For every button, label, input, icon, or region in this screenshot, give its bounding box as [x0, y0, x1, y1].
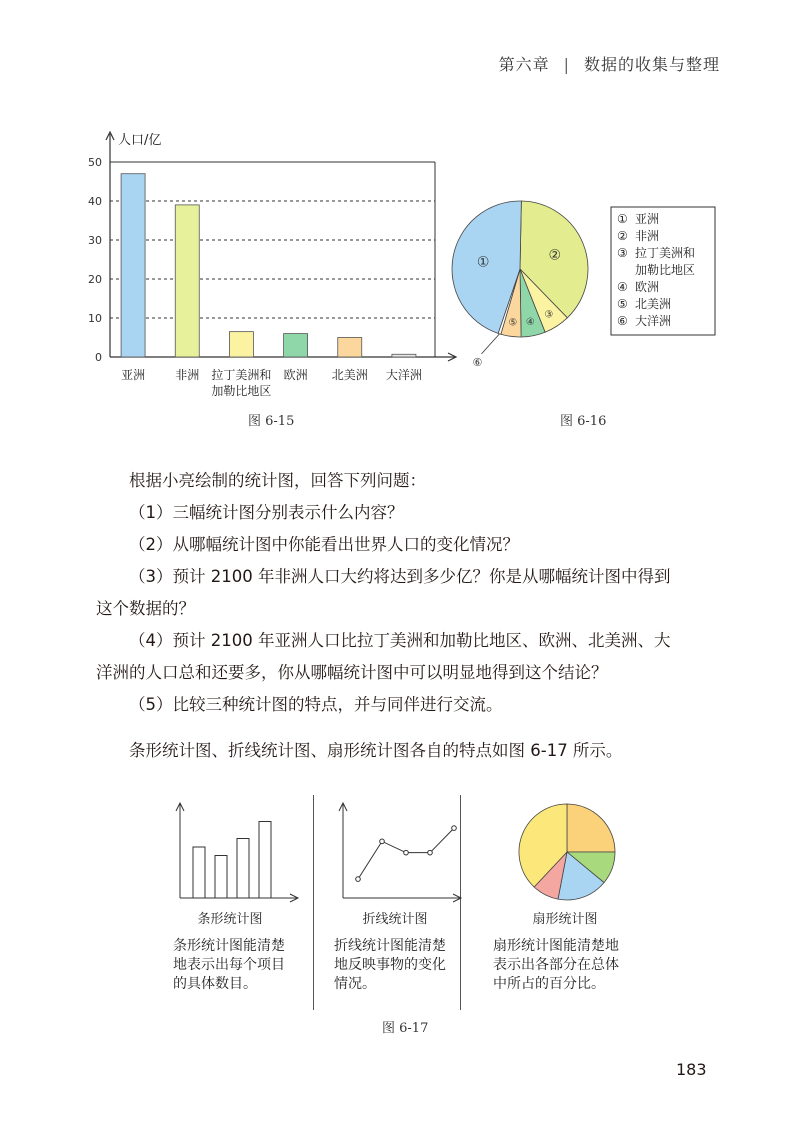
mini-pie-desc-line-3: 中所占的百分比。 — [493, 976, 605, 992]
legend-label: 欧洲 — [635, 280, 660, 294]
x-tick-label: 北美洲 — [331, 368, 368, 382]
legend-marker: ⑤ — [617, 297, 628, 311]
x-tick-label: 亚洲 — [121, 368, 146, 382]
mini-bar-0 — [193, 847, 205, 898]
y-tick-label: 40 — [88, 195, 102, 208]
summary-text: 条形统计图、折线统计图、扇形统计图各自的特点如图 6-17 所示。 — [129, 741, 623, 760]
question-3-line-2: 这个数据的？ — [96, 599, 195, 618]
mini-bar-desc-line-3: 的具体数目。 — [173, 976, 257, 992]
figure-6-17-caption: 图 6-17 — [382, 1021, 429, 1036]
question-2: （2）从哪幅统计图中你能看出世界人口的变化情况？ — [129, 535, 519, 554]
figure-6-16-caption: 图 6-16 — [560, 414, 607, 429]
pie-slice-marker: ③ — [544, 309, 554, 321]
mini-pie-desc-line-2: 表示出各部分在总体 — [493, 957, 619, 973]
mini-line-point-0 — [356, 877, 361, 882]
legend-marker: ② — [617, 229, 628, 243]
mini-line-point-3 — [428, 850, 433, 855]
population-bar-chart — [80, 122, 460, 432]
legend-label: 拉丁美洲和 — [635, 246, 696, 260]
mini-pie-chart — [505, 800, 630, 905]
pie-slice-marker: ① — [476, 254, 490, 271]
legend-marker: ① — [617, 212, 628, 226]
mini-bar-2 — [237, 839, 249, 899]
x-tick-label: 加勒比地区 — [211, 384, 272, 398]
question-1: （1）三幅统计图分别表示什么内容？ — [129, 503, 404, 522]
population-pie-chart — [446, 185, 726, 375]
bar-2 — [229, 332, 253, 357]
mini-line-point-2 — [404, 850, 409, 855]
section-title: 数据的收集与整理 — [583, 55, 720, 74]
question-4-line-2: 洋洲的人口总和还要多，你从哪幅统计图中可以明显地得到这个结论？ — [96, 663, 608, 682]
legend-label: 加勒比地区 — [635, 263, 696, 277]
legend-marker: ④ — [617, 280, 628, 294]
legend-marker: ⑥ — [617, 314, 628, 328]
oceania-leader-line — [481, 334, 499, 354]
summary-text-block — [96, 735, 736, 767]
mini-line-description — [334, 937, 446, 994]
x-tick-label: 拉丁美洲和 — [211, 368, 272, 382]
pie-slice-marker: ⑤ — [508, 317, 518, 329]
bar-1 — [175, 205, 199, 357]
mini-bar-description — [173, 937, 285, 994]
mini-pie-title: 扇形统计图 — [532, 912, 598, 927]
legend-marker: ③ — [617, 246, 628, 260]
bar-5 — [392, 354, 416, 357]
bar-3 — [284, 334, 308, 357]
mini-pie-desc-line-1: 扇形统计图能清楚地 — [493, 938, 619, 954]
mini-bar-desc-line-2: 地表示出每个项目 — [173, 957, 285, 973]
mini-line-desc-line-3: 情况。 — [334, 976, 376, 992]
mini-bar-3 — [259, 822, 271, 899]
x-tick-label: 欧洲 — [283, 368, 308, 382]
y-tick-label: 10 — [88, 312, 102, 325]
mini-line-point-1 — [380, 839, 385, 844]
question-block — [96, 465, 736, 721]
mini-bar-chart — [165, 800, 305, 905]
legend-label: 亚洲 — [635, 212, 660, 226]
mini-pie-description — [493, 937, 619, 994]
y-tick-label: 20 — [88, 273, 102, 286]
figure-6-15-caption: 图 6-15 — [248, 414, 295, 429]
legend-label: 大洋洲 — [635, 314, 672, 328]
question-4-line-1: （4）预计 2100 年亚洲人口比拉丁美洲和加勒比地区、欧洲、北美洲、大 — [129, 631, 671, 650]
mini-line-chart — [328, 800, 468, 905]
bar-4 — [338, 338, 362, 358]
mini-pie-slice-0 — [567, 804, 615, 852]
running-header — [0, 52, 720, 75]
pie-slice-marker: ② — [548, 247, 562, 264]
mini-line-title: 折线统计图 — [362, 912, 428, 927]
question-5: （5）比较三种统计图的特点，并与同伴进行交流。 — [129, 695, 503, 714]
mini-bar-desc-line-1: 条形统计图能清楚 — [173, 938, 285, 954]
legend-label: 非洲 — [635, 229, 660, 243]
header-separator: | — [563, 55, 570, 74]
y-tick-label: 0 — [95, 351, 102, 364]
mini-bar-title: 条形统计图 — [197, 912, 263, 927]
mini-bar-1 — [215, 856, 227, 899]
pie-slice-marker: ④ — [525, 317, 535, 329]
mini-line-desc-line-2: 地反映事物的变化 — [334, 957, 446, 973]
oceania-marker: ⑥ — [472, 355, 483, 369]
intro-text: 根据小亮绘制的统计图，回答下列问题： — [129, 471, 426, 490]
x-tick-label: 非洲 — [175, 368, 200, 382]
bar-0 — [121, 174, 145, 357]
mini-line-point-4 — [452, 826, 457, 831]
figure-6-17-divider — [313, 795, 314, 1010]
y-tick-label: 30 — [88, 234, 102, 247]
legend-label: 北美洲 — [635, 297, 672, 311]
x-tick-label: 大洋洲 — [385, 368, 422, 382]
question-3-line-1: （3）预计 2100 年非洲人口大约将达到多少亿？你是从哪幅统计图中得到 — [129, 567, 671, 586]
page-number: 183 — [676, 1060, 707, 1079]
mini-line-desc-line-1: 折线统计图能清楚 — [334, 938, 446, 954]
y-axis-label: 人口/亿 — [118, 133, 162, 148]
y-tick-label: 50 — [88, 156, 102, 169]
chapter-label: 第六章 — [498, 55, 550, 74]
